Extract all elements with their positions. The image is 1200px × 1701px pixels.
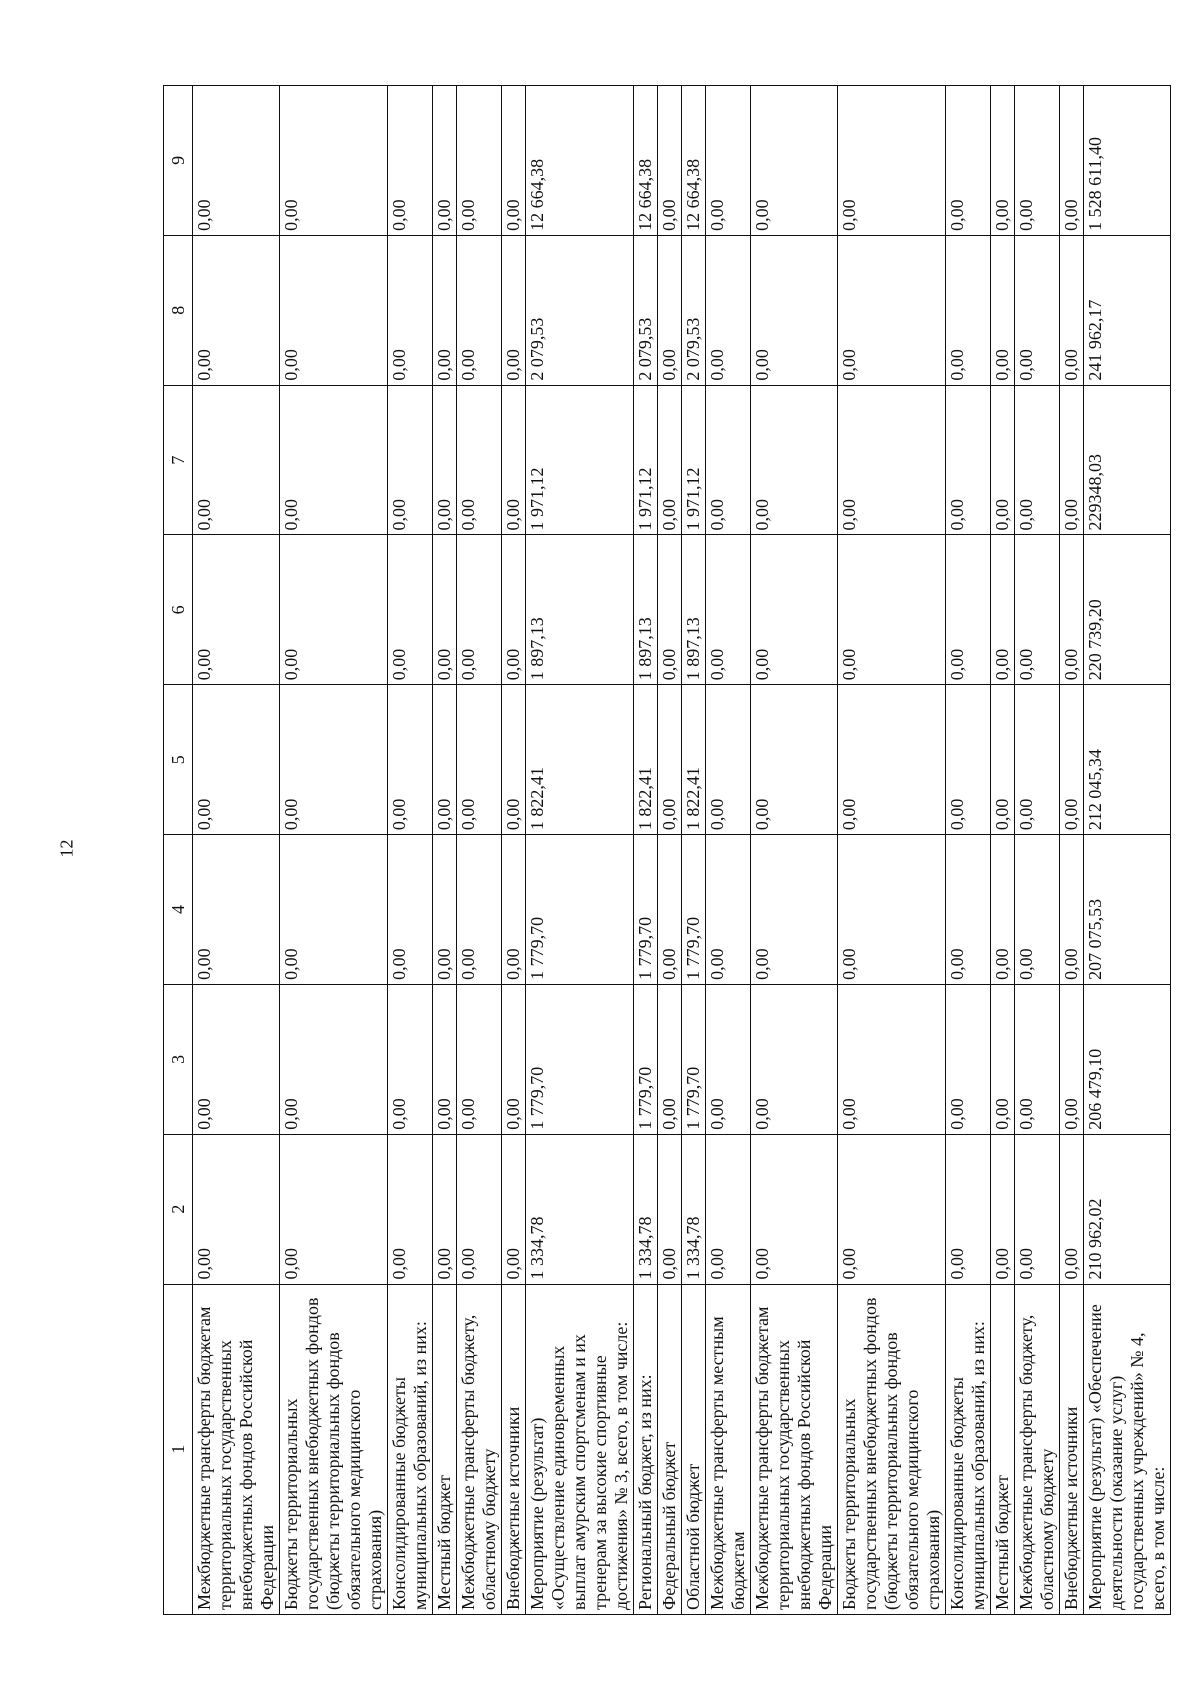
value-cell: 0,00 bbox=[706, 385, 751, 535]
value-cell: 0,00 bbox=[1060, 984, 1084, 1134]
value-cell: 0,00 bbox=[433, 86, 457, 236]
value-cell: 12 664,38 bbox=[634, 86, 658, 236]
column-header: 8 bbox=[164, 235, 193, 385]
table-row bbox=[193, 86, 280, 1615]
row-label-cell: Внебюджетные источники bbox=[1060, 1284, 1084, 1614]
value-cell: 1 822,41 bbox=[682, 685, 706, 835]
table-row bbox=[706, 86, 751, 1615]
value-cell: 229348,03 bbox=[1084, 385, 1171, 535]
value-cell: 0,00 bbox=[838, 385, 946, 535]
value-cell: 0,00 bbox=[502, 984, 526, 1134]
budget-table bbox=[163, 85, 1171, 1615]
value-cell: 0,00 bbox=[388, 535, 433, 685]
value-cell: 0,00 bbox=[991, 984, 1015, 1134]
value-cell: 0,00 bbox=[658, 235, 682, 385]
value-cell: 0,00 bbox=[433, 535, 457, 685]
table-row bbox=[634, 86, 658, 1615]
value-cell: 1 334,78 bbox=[526, 1134, 634, 1284]
value-cell: 1 822,41 bbox=[634, 685, 658, 835]
value-cell: 0,00 bbox=[1060, 1134, 1084, 1284]
value-cell: 0,00 bbox=[280, 984, 388, 1134]
value-cell: 0,00 bbox=[193, 235, 280, 385]
table-row bbox=[658, 86, 682, 1615]
value-cell: 212 045,34 bbox=[1084, 685, 1171, 835]
page-number: 12 bbox=[56, 839, 77, 858]
value-cell: 0,00 bbox=[991, 535, 1015, 685]
value-cell: 1 971,12 bbox=[634, 385, 658, 535]
column-header: 7 bbox=[164, 385, 193, 535]
row-label-cell: Межбюджетные трансферты бюджету, областному бюджету bbox=[457, 1284, 502, 1614]
value-cell: 0,00 bbox=[1015, 235, 1060, 385]
value-cell: 0,00 bbox=[706, 984, 751, 1134]
table-header-row bbox=[164, 86, 193, 1615]
table-row bbox=[1015, 86, 1060, 1615]
value-cell: 0,00 bbox=[946, 1134, 991, 1284]
value-cell: 0,00 bbox=[193, 86, 280, 236]
value-cell: 12 664,38 bbox=[526, 86, 634, 236]
value-cell: 1 779,70 bbox=[634, 984, 658, 1134]
value-cell: 0,00 bbox=[991, 86, 1015, 236]
value-cell: 1 897,13 bbox=[634, 535, 658, 685]
value-cell: 12 664,38 bbox=[682, 86, 706, 236]
table-row bbox=[526, 86, 634, 1615]
row-label-cell: Федеральный бюджет bbox=[658, 1284, 682, 1614]
value-cell: 0,00 bbox=[1060, 835, 1084, 985]
value-cell: 0,00 bbox=[838, 235, 946, 385]
value-cell: 0,00 bbox=[751, 984, 838, 1134]
table-row bbox=[991, 86, 1015, 1615]
value-cell: 0,00 bbox=[457, 1134, 502, 1284]
row-label-cell: Местный бюджет bbox=[433, 1284, 457, 1614]
value-cell: 0,00 bbox=[388, 984, 433, 1134]
value-cell: 0,00 bbox=[838, 1134, 946, 1284]
rotated-table-container bbox=[163, 85, 1168, 1615]
value-cell: 0,00 bbox=[388, 235, 433, 385]
row-label-cell: Мероприятие (результат) «Обеспечение деятельности (оказание услуг) государственных учреждений» № 4, всего, в том числе: bbox=[1084, 1284, 1171, 1614]
value-cell: 0,00 bbox=[280, 385, 388, 535]
value-cell: 206 479,10 bbox=[1084, 984, 1171, 1134]
value-cell: 1 897,13 bbox=[682, 535, 706, 685]
value-cell: 0,00 bbox=[751, 86, 838, 236]
value-cell: 0,00 bbox=[946, 835, 991, 985]
column-header: 2 bbox=[164, 1134, 193, 1284]
row-label-cell: Региональный бюджет, из них: bbox=[634, 1284, 658, 1614]
row-label-cell: Межбюджетные трансферты бюджетам территориальных государственных внебюджетных фондов Российской Федерации bbox=[751, 1284, 838, 1614]
value-cell: 0,00 bbox=[280, 535, 388, 685]
value-cell: 0,00 bbox=[1015, 86, 1060, 236]
row-label-cell: Местный бюджет bbox=[991, 1284, 1015, 1614]
row-label-cell: Консолидированные бюджеты муниципальных образований, из них: bbox=[388, 1284, 433, 1614]
table-row bbox=[457, 86, 502, 1615]
value-cell: 0,00 bbox=[502, 835, 526, 985]
value-cell: 0,00 bbox=[706, 835, 751, 985]
value-cell: 0,00 bbox=[706, 235, 751, 385]
value-cell: 0,00 bbox=[751, 535, 838, 685]
column-header: 4 bbox=[164, 835, 193, 985]
value-cell: 0,00 bbox=[658, 86, 682, 236]
value-cell: 1 334,78 bbox=[634, 1134, 658, 1284]
value-cell: 0,00 bbox=[502, 385, 526, 535]
value-cell: 2 079,53 bbox=[682, 235, 706, 385]
value-cell: 1 779,70 bbox=[634, 835, 658, 985]
value-cell: 0,00 bbox=[946, 535, 991, 685]
value-cell: 0,00 bbox=[193, 685, 280, 835]
value-cell: 0,00 bbox=[1015, 385, 1060, 535]
row-label-cell: Консолидированные бюджеты муниципальных образований, из них: bbox=[946, 1284, 991, 1614]
value-cell: 0,00 bbox=[193, 835, 280, 985]
value-cell: 0,00 bbox=[457, 685, 502, 835]
table-body bbox=[193, 86, 1171, 1615]
value-cell: 0,00 bbox=[658, 685, 682, 835]
value-cell: 0,00 bbox=[193, 984, 280, 1134]
value-cell: 0,00 bbox=[388, 835, 433, 985]
value-cell: 0,00 bbox=[280, 235, 388, 385]
table-row bbox=[946, 86, 991, 1615]
value-cell: 0,00 bbox=[838, 86, 946, 236]
table-row bbox=[751, 86, 838, 1615]
value-cell: 0,00 bbox=[280, 1134, 388, 1284]
value-cell: 1 779,70 bbox=[526, 835, 634, 985]
value-cell: 0,00 bbox=[502, 235, 526, 385]
value-cell: 0,00 bbox=[658, 535, 682, 685]
value-cell: 0,00 bbox=[1060, 385, 1084, 535]
value-cell: 0,00 bbox=[838, 535, 946, 685]
value-cell: 0,00 bbox=[991, 1134, 1015, 1284]
value-cell: 0,00 bbox=[502, 685, 526, 835]
value-cell: 0,00 bbox=[433, 685, 457, 835]
value-cell: 0,00 bbox=[457, 984, 502, 1134]
value-cell: 0,00 bbox=[706, 1134, 751, 1284]
value-cell: 2 079,53 bbox=[634, 235, 658, 385]
value-cell: 0,00 bbox=[457, 86, 502, 236]
value-cell: 0,00 bbox=[433, 984, 457, 1134]
value-cell: 220 739,20 bbox=[1084, 535, 1171, 685]
table-row bbox=[433, 86, 457, 1615]
value-cell: 0,00 bbox=[433, 385, 457, 535]
value-cell: 0,00 bbox=[1015, 835, 1060, 985]
table-row bbox=[502, 86, 526, 1615]
value-cell: 0,00 bbox=[193, 385, 280, 535]
value-cell: 0,00 bbox=[991, 235, 1015, 385]
table-row bbox=[682, 86, 706, 1615]
value-cell: 0,00 bbox=[946, 984, 991, 1134]
value-cell: 0,00 bbox=[388, 385, 433, 535]
value-cell: 0,00 bbox=[457, 235, 502, 385]
value-cell: 0,00 bbox=[1015, 685, 1060, 835]
row-label-cell: Бюджеты территориальных государственных внебюджетных фондов (бюджеты территориальных фондов обязательного медицинского страхования) bbox=[280, 1284, 388, 1614]
row-label-cell: Межбюджетные трансферты местным бюджетам bbox=[706, 1284, 751, 1614]
value-cell: 0,00 bbox=[946, 685, 991, 835]
value-cell: 0,00 bbox=[706, 685, 751, 835]
value-cell: 0,00 bbox=[280, 86, 388, 236]
column-header: 5 bbox=[164, 685, 193, 835]
value-cell: 1 897,13 bbox=[526, 535, 634, 685]
value-cell: 0,00 bbox=[946, 385, 991, 535]
row-label-cell: Бюджеты территориальных государственных внебюджетных фондов (бюджеты территориальных фондов обязательного медицинского страхования) bbox=[838, 1284, 946, 1614]
column-header: 3 bbox=[164, 984, 193, 1134]
value-cell: 210 962,02 bbox=[1084, 1134, 1171, 1284]
value-cell: 0,00 bbox=[838, 984, 946, 1134]
value-cell: 0,00 bbox=[946, 235, 991, 385]
value-cell: 0,00 bbox=[751, 835, 838, 985]
value-cell: 0,00 bbox=[502, 535, 526, 685]
value-cell: 0,00 bbox=[280, 685, 388, 835]
table-row bbox=[1084, 86, 1171, 1615]
column-header: 1 bbox=[164, 1284, 193, 1614]
table-row bbox=[838, 86, 946, 1615]
value-cell: 0,00 bbox=[751, 685, 838, 835]
value-cell: 0,00 bbox=[658, 1134, 682, 1284]
value-cell: 0,00 bbox=[433, 835, 457, 985]
table-row bbox=[388, 86, 433, 1615]
value-cell: 0,00 bbox=[751, 385, 838, 535]
value-cell: 1 779,70 bbox=[682, 835, 706, 985]
value-cell: 0,00 bbox=[1015, 535, 1060, 685]
table-row bbox=[280, 86, 388, 1615]
value-cell: 0,00 bbox=[991, 835, 1015, 985]
value-cell: 0,00 bbox=[457, 835, 502, 985]
value-cell: 2 079,53 bbox=[526, 235, 634, 385]
row-label-cell: Межбюджетные трансферты бюджетам территориальных государственных внебюджетных фондов Российской Федерации bbox=[193, 1284, 280, 1614]
value-cell: 0,00 bbox=[658, 835, 682, 985]
value-cell: 207 075,53 bbox=[1084, 835, 1171, 985]
value-cell: 1 971,12 bbox=[526, 385, 634, 535]
value-cell: 0,00 bbox=[1015, 984, 1060, 1134]
value-cell: 0,00 bbox=[1060, 535, 1084, 685]
value-cell: 0,00 bbox=[388, 685, 433, 835]
row-label-cell: Мероприятие (результат) «Осуществление единовременных выплат амурским спортсменам и их тренерам за высокие спортивные достижения» № 3, всего, в том числе: bbox=[526, 1284, 634, 1614]
value-cell: 1 779,70 bbox=[682, 984, 706, 1134]
value-cell: 0,00 bbox=[946, 86, 991, 236]
value-cell: 1 334,78 bbox=[682, 1134, 706, 1284]
row-label-cell: Внебюджетные источники bbox=[502, 1284, 526, 1614]
value-cell: 0,00 bbox=[658, 385, 682, 535]
value-cell: 0,00 bbox=[280, 835, 388, 985]
value-cell: 0,00 bbox=[991, 385, 1015, 535]
value-cell: 0,00 bbox=[751, 235, 838, 385]
value-cell: 0,00 bbox=[193, 535, 280, 685]
value-cell: 0,00 bbox=[1060, 86, 1084, 236]
column-header: 9 bbox=[164, 86, 193, 236]
value-cell: 0,00 bbox=[433, 235, 457, 385]
value-cell: 0,00 bbox=[838, 835, 946, 985]
value-cell: 0,00 bbox=[502, 1134, 526, 1284]
row-label-cell: Областной бюджет bbox=[682, 1284, 706, 1614]
value-cell: 0,00 bbox=[457, 535, 502, 685]
value-cell: 0,00 bbox=[1015, 1134, 1060, 1284]
value-cell: 0,00 bbox=[838, 685, 946, 835]
value-cell: 0,00 bbox=[193, 1134, 280, 1284]
value-cell: 0,00 bbox=[706, 535, 751, 685]
column-header: 6 bbox=[164, 535, 193, 685]
value-cell: 1 971,12 bbox=[682, 385, 706, 535]
value-cell: 0,00 bbox=[706, 86, 751, 236]
value-cell: 0,00 bbox=[388, 86, 433, 236]
value-cell: 1 779,70 bbox=[526, 984, 634, 1134]
value-cell: 0,00 bbox=[502, 86, 526, 236]
table-row bbox=[1060, 86, 1084, 1615]
value-cell: 1 528 611,40 bbox=[1084, 86, 1171, 236]
value-cell: 0,00 bbox=[751, 1134, 838, 1284]
value-cell: 241 962,17 bbox=[1084, 235, 1171, 385]
value-cell: 0,00 bbox=[658, 984, 682, 1134]
value-cell: 0,00 bbox=[388, 1134, 433, 1284]
row-label-cell: Межбюджетные трансферты бюджету, областному бюджету bbox=[1015, 1284, 1060, 1614]
value-cell: 0,00 bbox=[433, 1134, 457, 1284]
value-cell: 0,00 bbox=[1060, 685, 1084, 835]
value-cell: 1 822,41 bbox=[526, 685, 634, 835]
value-cell: 0,00 bbox=[1060, 235, 1084, 385]
value-cell: 0,00 bbox=[457, 385, 502, 535]
value-cell: 0,00 bbox=[991, 685, 1015, 835]
